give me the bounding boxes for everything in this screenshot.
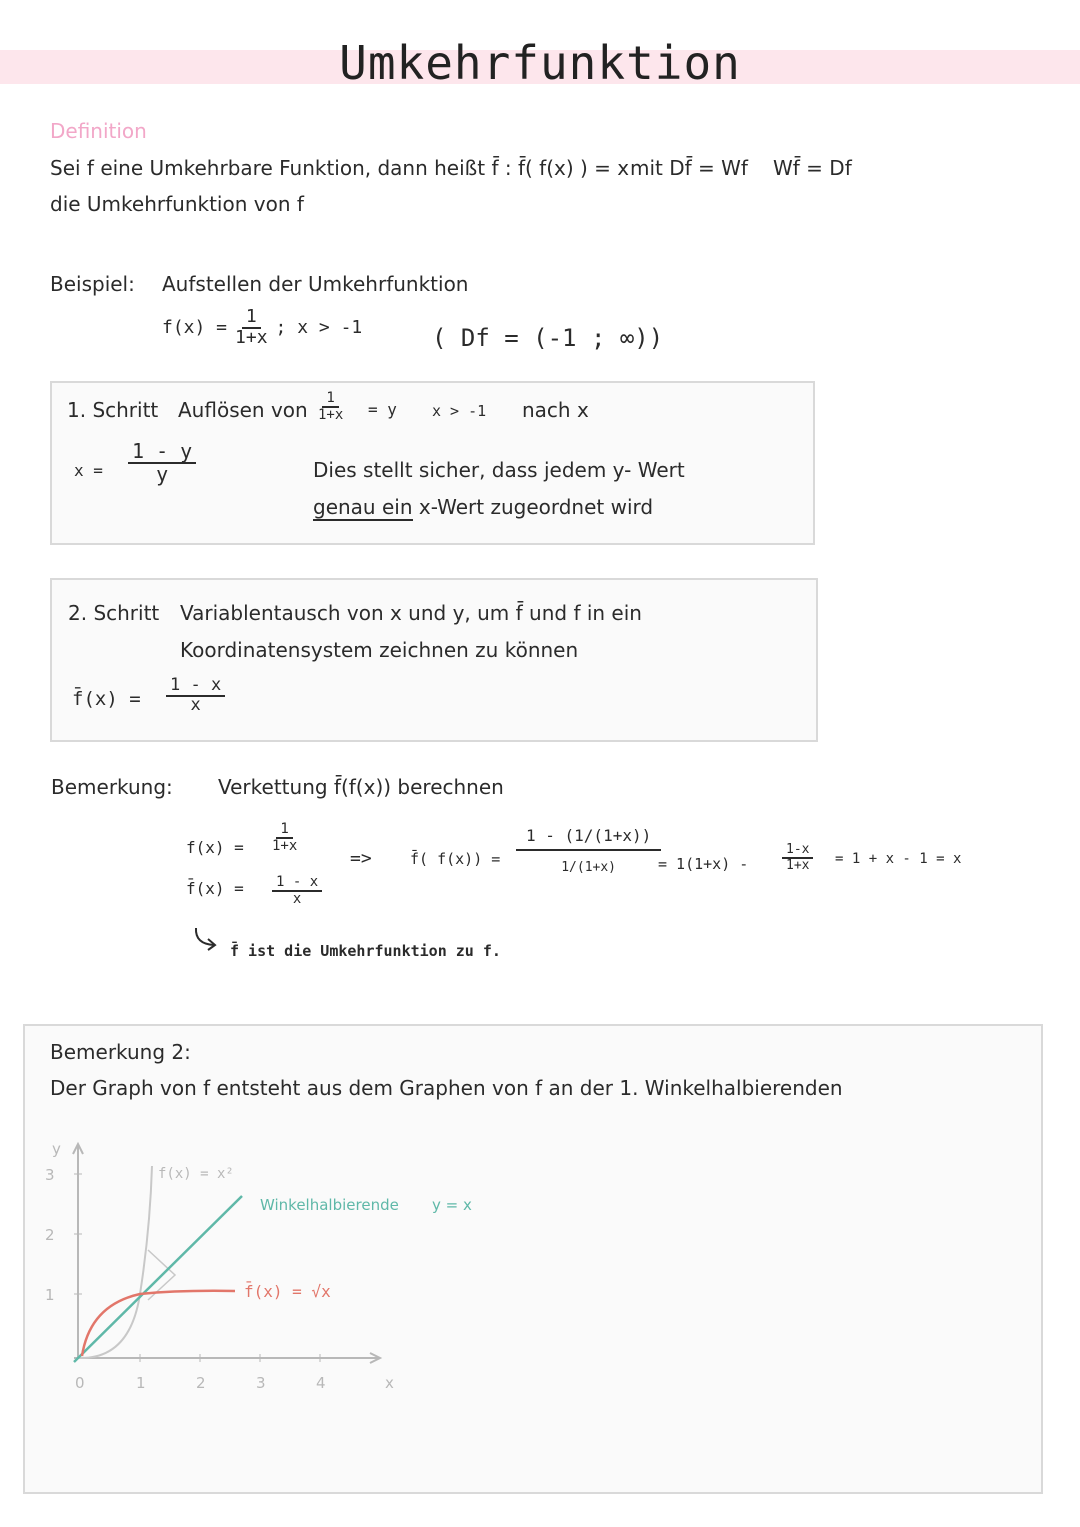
- schritt1-cond: x > -1: [432, 402, 487, 420]
- inverse-label: f̄(x) = √x: [244, 1282, 331, 1301]
- schritt1-x-lhs: x =: [74, 461, 103, 480]
- bisector-label: Winkelhalbierende: [260, 1196, 399, 1214]
- definition-heading: Definition: [50, 119, 147, 143]
- graph: [30, 1130, 510, 1410]
- bemerkung-comp-num: 1 - (1/(1+x)): [516, 828, 661, 851]
- definition-line1: Sei f eine Umkehrbare Funktion, dann heißt f̄ : f̄( f(x) ) = x: [50, 156, 630, 180]
- bemerkung-comp-lhs: f̄( f(x)) =: [410, 850, 501, 868]
- schritt1-x-fraction: [128, 441, 196, 485]
- x-tick-label: 3: [256, 1374, 266, 1392]
- bemerkung-step2-den: 1+x: [786, 857, 810, 873]
- y-axis-label: y: [52, 1140, 61, 1158]
- bemerkung2-text: Der Graph von f entsteht aus dem Graphen von f an der 1. Winkelhalbierenden: [50, 1076, 843, 1100]
- bemerkung-comp-fraction: [516, 828, 661, 874]
- schritt2-lhs: f̄(x) =: [72, 688, 141, 710]
- beispiel-text: Aufstellen der Umkehrfunktion: [162, 272, 469, 296]
- schritt1-x-den: y: [156, 462, 169, 486]
- bemerkung-fi-num: 1 - x: [272, 875, 322, 892]
- bemerkung-arrow: =>: [350, 848, 372, 869]
- x-tick-label: 2: [196, 1374, 206, 1392]
- page-title: Umkehrfunktion: [339, 36, 741, 90]
- schritt2-den: x: [190, 694, 201, 715]
- beispiel-fx-num: 1: [242, 308, 261, 329]
- bemerkung-fi-lhs: f̄(x) =: [186, 879, 244, 898]
- bemerkung-conclusion: f̄ ist die Umkehrfunktion zu f.: [230, 942, 501, 960]
- schritt2-label: 2. Schritt: [68, 601, 160, 625]
- bisector-eq: y = x: [432, 1196, 472, 1214]
- beispiel-label: Beispiel:: [50, 272, 135, 296]
- definition-domain1: mit Df̄ = Wf: [630, 156, 748, 180]
- beispiel-fx-fraction: [235, 308, 268, 348]
- schritt2-text1: Variablentausch von x und y, um f̄ und f in ein: [180, 601, 642, 625]
- schritt1-den: 1+x: [318, 406, 344, 423]
- schritt1-num: 1: [322, 391, 338, 408]
- f-label: f(x) = x²: [158, 1166, 234, 1182]
- bemerkung-step2-num: 1-x: [782, 843, 813, 859]
- y-tick-label: 3: [45, 1166, 55, 1184]
- schritt1-note2-rest: x-Wert zugeordnet wird: [412, 495, 654, 519]
- beispiel-fx-den: 1+x: [235, 326, 268, 348]
- schritt2-num: 1 - x: [166, 677, 225, 697]
- schritt1-label: 1. Schritt: [67, 398, 159, 422]
- schritt1-note1: Dies stellt sicher, dass jedem y- Wert: [313, 458, 685, 482]
- bemerkung-comp-den: 1/(1+x): [561, 859, 617, 875]
- definition-line2: die Umkehrfunktion von f: [50, 192, 304, 216]
- beispiel-fx-lhs: f(x) =: [162, 317, 228, 339]
- definition-domain2: Wf̄ = Df: [773, 156, 852, 180]
- bemerkung-fi-fraction: [272, 875, 322, 906]
- schritt1-note2: [313, 495, 653, 519]
- x-axis-label: x: [385, 1374, 394, 1392]
- beispiel-domain: ( Df = (-1 ; ∞)): [432, 324, 664, 352]
- bemerkung-step2-fraction: [782, 843, 813, 872]
- bemerkung-label: Bemerkung:: [51, 775, 173, 799]
- schritt2-text2: Koordinatensystem zeichnen zu können: [180, 638, 579, 662]
- beispiel-cond: ; x > -1: [275, 317, 363, 339]
- bemerkung-fi-den: x: [292, 890, 302, 907]
- bemerkung-f-lhs: f(x) =: [186, 838, 244, 857]
- return-arrow-icon: [190, 924, 224, 952]
- bemerkung-step2: = 1(1+x) -: [658, 855, 749, 873]
- x-tick-label: 4: [316, 1374, 326, 1392]
- bemerkung-f-den: 1+x: [272, 837, 298, 854]
- schritt1-fraction: [318, 391, 343, 422]
- inverse-curve: [82, 1291, 235, 1356]
- bemerkung-f-fraction: [272, 822, 297, 853]
- schritt1-text: Auflösen von: [178, 398, 308, 422]
- y-tick-label: 1: [45, 1286, 55, 1304]
- x-tick-label: 0: [75, 1374, 85, 1392]
- bemerkung2-label: Bemerkung 2:: [50, 1040, 191, 1064]
- bisector-line: [74, 1196, 242, 1362]
- bemerkung-text: Verkettung f̄(f(x)) berechnen: [218, 775, 504, 799]
- schritt2-fraction: [166, 677, 225, 715]
- bemerkung-step3: = 1 + x - 1 = x: [835, 851, 962, 867]
- schritt1-eq: = y: [368, 400, 397, 419]
- schritt1-x-num: 1 - y: [128, 441, 196, 464]
- bemerkung-f-num: 1: [276, 822, 292, 839]
- y-tick-label: 2: [45, 1226, 55, 1244]
- beispiel-formula: [162, 308, 362, 348]
- schritt1-note2-underlined: genau ein: [313, 495, 413, 519]
- x-tick-label: 1: [136, 1374, 146, 1392]
- schritt1-nach: nach x: [522, 398, 589, 422]
